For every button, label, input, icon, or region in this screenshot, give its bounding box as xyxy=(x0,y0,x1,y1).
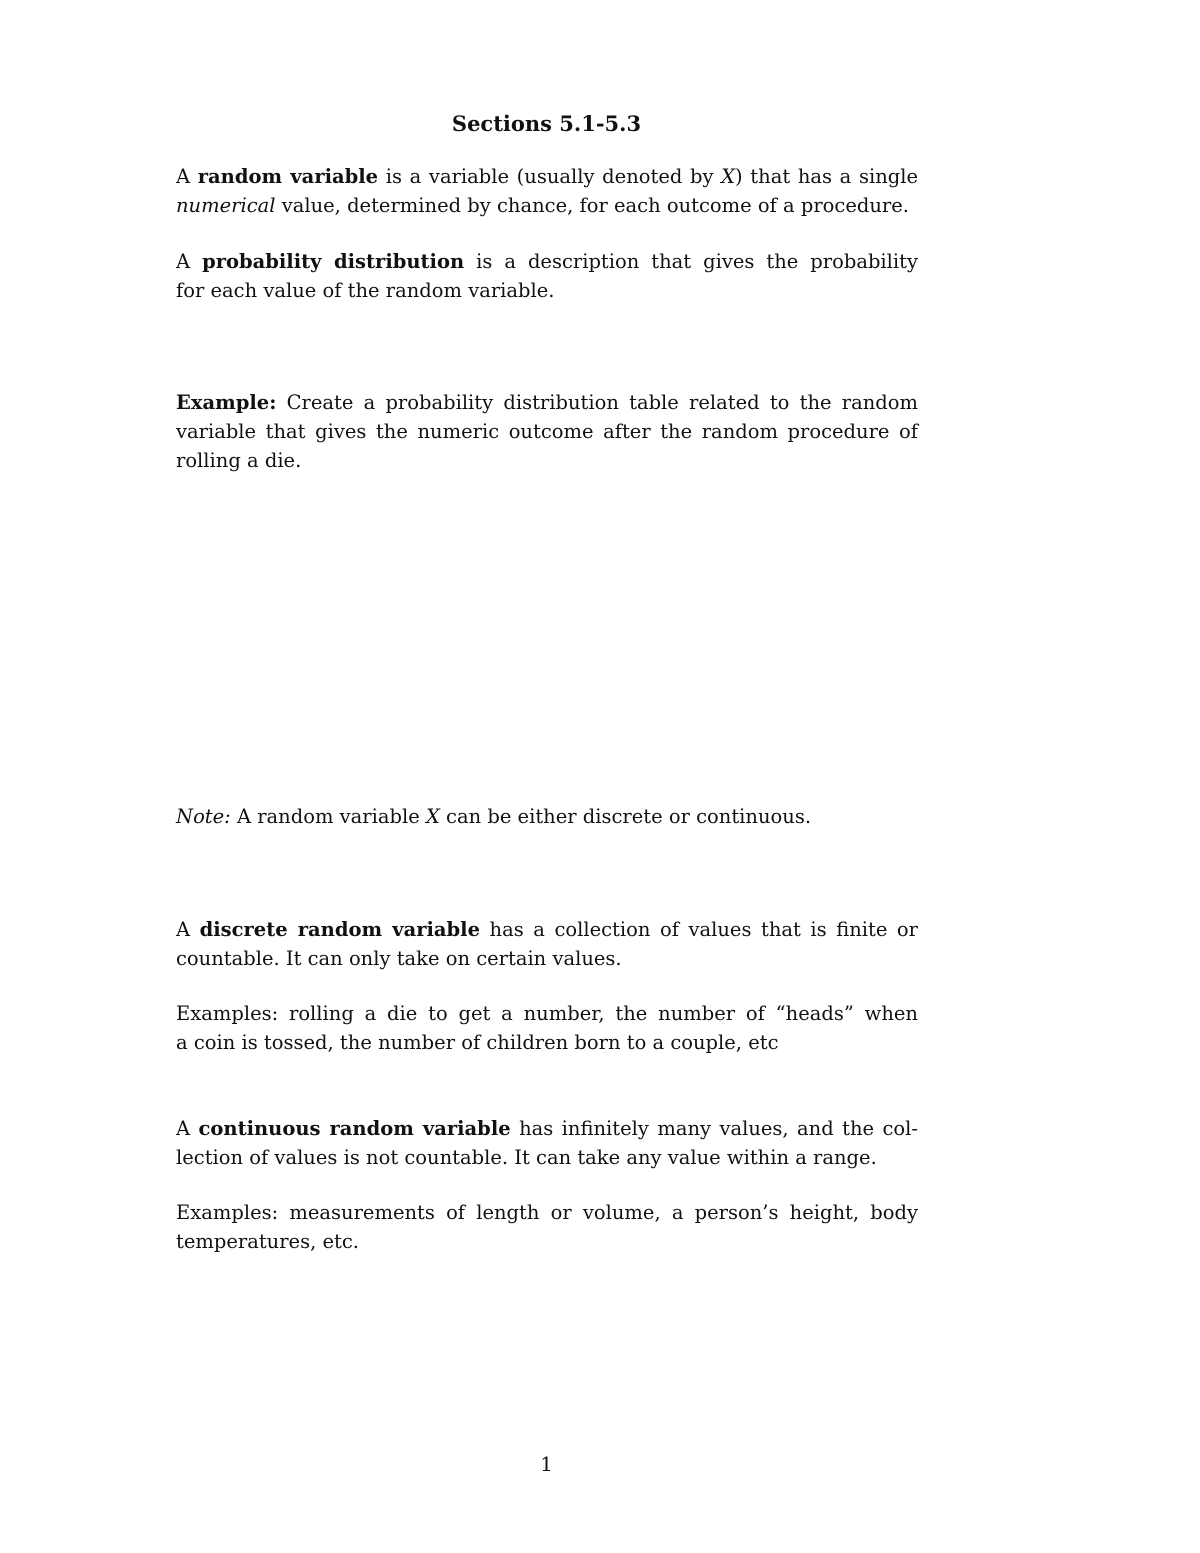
text-line: Examples: rolling a die to get a number, the number of “heads” when xyxy=(176,1002,918,1025)
text-line xyxy=(176,191,918,220)
text-line xyxy=(176,1114,918,1143)
text-span: is a description that gives the probability xyxy=(464,250,918,273)
math-x: X xyxy=(721,165,736,188)
note-paragraph xyxy=(176,802,918,831)
text-span: A xyxy=(176,165,198,188)
math-x: X xyxy=(425,805,440,828)
random-variable-definition xyxy=(176,162,918,220)
text-line xyxy=(176,915,918,944)
text-span: has infinitely many values, and the col- xyxy=(510,1117,918,1140)
text-line xyxy=(176,162,918,191)
discrete-definition xyxy=(176,915,918,973)
text-line: rolling a die. xyxy=(176,449,302,472)
text-line: temperatures, etc. xyxy=(176,1230,359,1253)
text-span: is a variable (usually denoted by xyxy=(378,165,722,188)
page-number: 1 xyxy=(540,1452,553,1476)
text-span: has a collection of values that is finite or xyxy=(480,918,918,941)
text-line: variable that gives the numeric outcome after the random procedure of xyxy=(176,420,918,443)
continuous-examples xyxy=(176,1198,918,1256)
emphasis-numerical: numerical xyxy=(176,194,276,217)
discrete-examples xyxy=(176,999,918,1057)
text-line xyxy=(176,388,918,417)
example-label: Example: xyxy=(176,391,277,414)
text-span: Create a probability distribution table related to the random xyxy=(276,391,918,414)
text-span: value, determined by chance, for each outcome of a procedure. xyxy=(275,194,909,217)
term-discrete-random-variable: discrete random variable xyxy=(199,918,480,941)
text-span: can be either discrete or continuous. xyxy=(439,805,812,828)
text-line: for each value of the random variable. xyxy=(176,279,555,302)
continuous-definition xyxy=(176,1114,918,1172)
page-title: Sections 5.1-5.3 xyxy=(451,111,642,136)
term-continuous-random-variable: continuous random variable xyxy=(198,1117,511,1140)
example-paragraph xyxy=(176,388,918,475)
term-random-variable: random variable xyxy=(197,165,379,188)
term-probability-distribution: probability distribution xyxy=(202,250,465,273)
text-line: Examples: measurements of length or volume, a person’s height, body xyxy=(176,1201,918,1224)
text-line: a coin is tossed, the number of children born to a couple, etc xyxy=(176,1031,779,1054)
text-span: A xyxy=(176,1117,199,1140)
note-label: Note: xyxy=(176,805,231,828)
text-line: lection of values is not countable. It can take any value within a range. xyxy=(176,1146,877,1169)
probability-distribution-definition xyxy=(176,247,918,305)
text-span: A xyxy=(176,918,200,941)
text-span: ) that has a single xyxy=(735,165,919,188)
text-line xyxy=(176,247,918,276)
text-line: countable. It can only take on certain values. xyxy=(176,947,622,970)
text-span: A xyxy=(176,250,203,273)
text-span: A random variable xyxy=(230,805,426,828)
text-line xyxy=(176,802,918,831)
